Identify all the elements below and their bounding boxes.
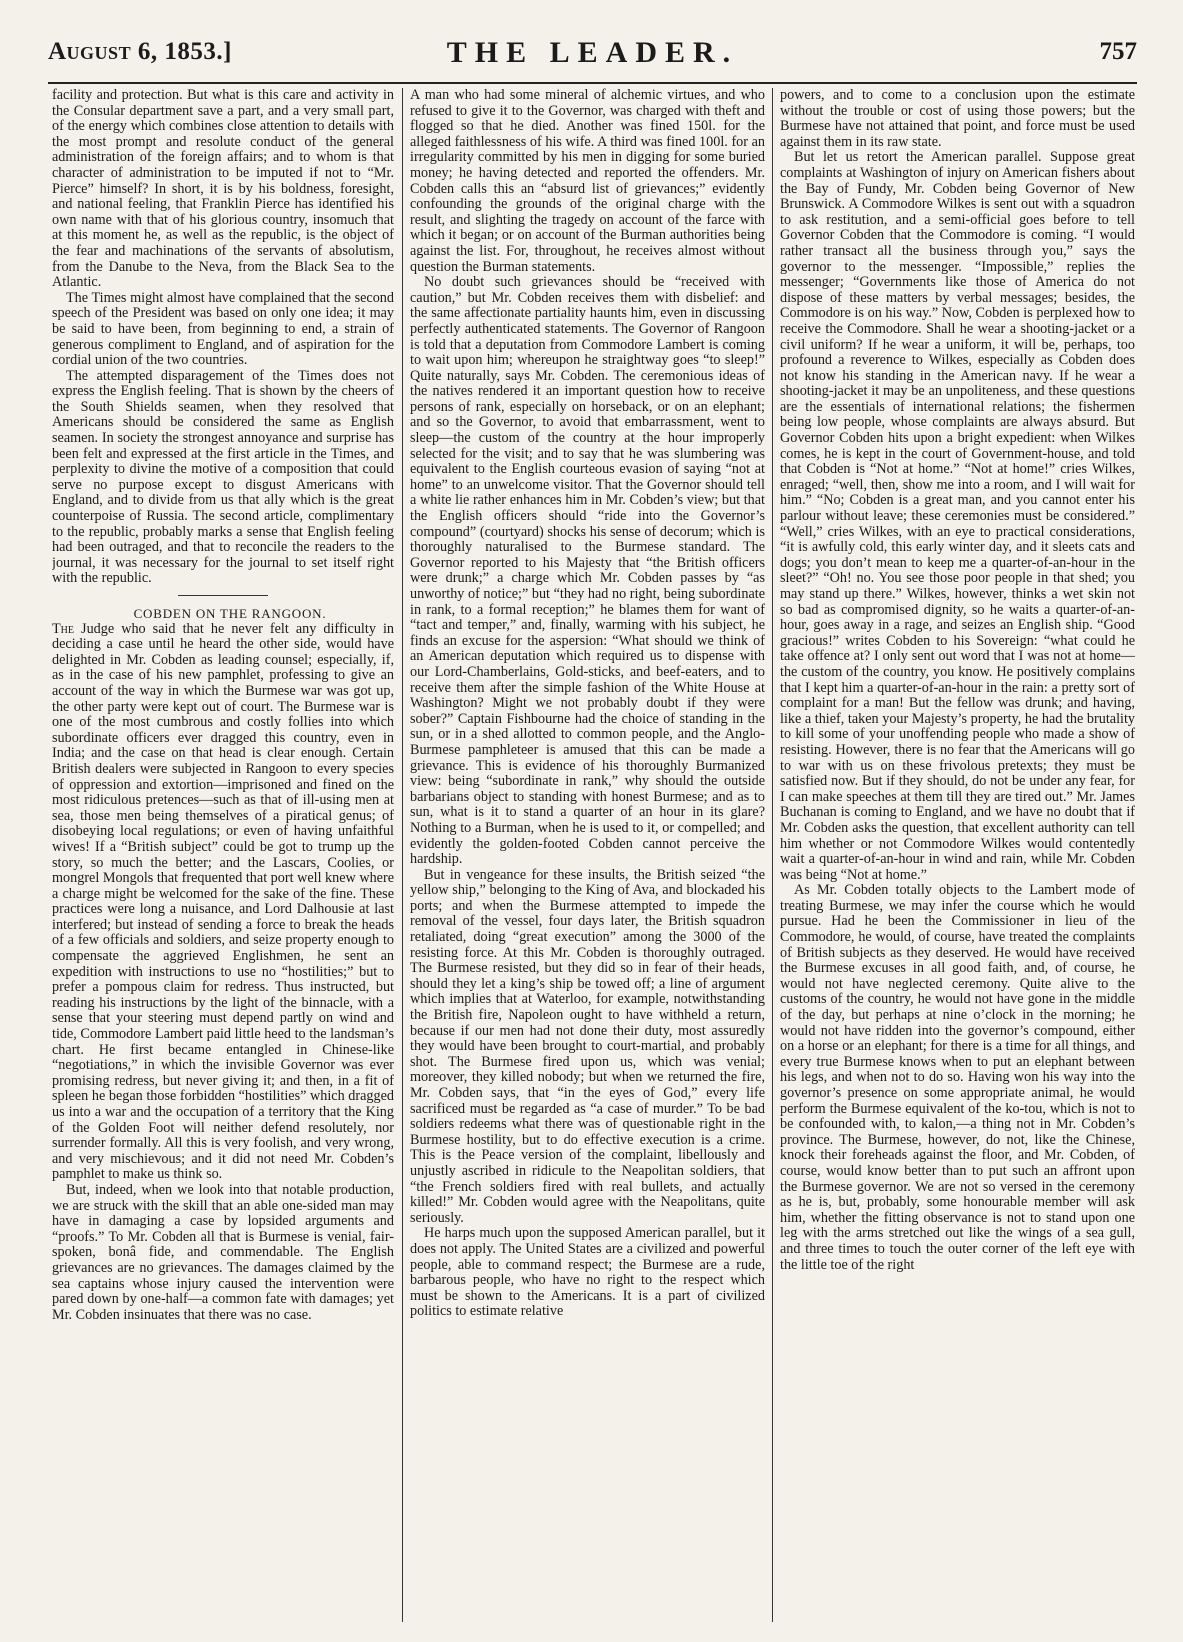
- paragraph: But in vengeance for these insults, the British seized “the yellow ship,” belonging to the King of Ava, and blockaded his ports; and when the Burmese attempted to impede the removal of the vessel, four days later, the British squadron retaliated, doing “great execution” among the 3000 of the resisting force. At this Mr. Cobden is thoroughly outraged. The Burmese resisted, but they did so in fear of their heads, should they let a king’s ship be towed off; a line of argument which implies that at Waterloo, for example, notwithstanding the British fire, Napoleon ought to have withheld a return, because if our men had not done their duty, most assuredly they would have been brought to court-martial, and probably shot. The Burmese fired upon us, which was venial; moreover, they killed nobody; but when we returned the fire, Mr. Cobden says, that “in the eyes of God,” every life sacrificed must be regarded as “a case of murder.” To be bad soldiers redeems what there was of questionable right in the Burmese hostility, but to do effective execution is a crime. This is the Peace version of the complaint, libellously and unjustly ascribed in ridicule to the Neapolitan soldiers, that “the French soldiers fired with real bullets, and actually killed!” Mr. Cobden would agree with the Neapolitans, quite seriously.: [410, 866, 765, 1226]
- publication-title: THE LEADER.: [446, 36, 739, 69]
- paragraph: As Mr. Cobden totally objects to the Lambert mode of treating Burmese, we may infer the course which he would pursue. Had he been the Commissioner in lieu of the Commodore, he would, of course, have treated the complaints of British subjects as they deserved. He would have received the Burmese excuses in all good faith, and, of course, he would not have neglected ceremony. Quite alive to the customs of the country, he would not have gone in the middle of the day, but perhaps at nine o’clock in the morning; he would not have ridden into the governor’s compound, either on a horse or an elephant; for there is a time for all things, and every true Burmese knows when to put an elephant between his legs, and when not to do so. Having won his way into the governor’s presence on some appropriate animal, he would perform the Burmese equivalent of the ko-tou, which is not to be confounded with, to kalon,—a thing not in Mr. Cobden’s province. The Burmese, however, do not, like the Chinese, knock their foreheads against the floor, and Mr. Cobden, of course, would know better than to put such an affront upon the Burmese governor. We are not so versed in the ceremony as he is, but, probably, some honourable member will ask him, whether the fitting observance is not to stand upon one leg with the arms stretched out like the wings of a sea gull, and three times to touch the outer corner of the left eye with the little toe of the right: [780, 882, 1135, 1273]
- dropcap: The: [52, 620, 74, 637]
- page-number: 757: [1099, 38, 1137, 65]
- paragraph: But, indeed, when we look into that notable production, we are struck with the skill that an able one-sided man may have in damaging a case by lopsided arguments and “proofs.” To Mr. Cobden all that is Burmese is venial, fair-spoken, bonâ fide, and commendable. The English grievances are no grievances. The damages claimed by the sea captains whose injury caused the intervention were pared down by one-half—a common fate with damages; yet Mr. Cobden insinuates that there was no case.: [52, 1181, 394, 1323]
- column-2: [410, 88, 765, 1622]
- paragraph: The attempted disparagement of the Times does not express the English feeling. That is shown by the cheers of the South Shields seamen, when they resolved that Americans should be considered the same as English seamen. In society the strongest annoyance and surprise has been felt and expressed at the first article in the Times, and perplexity to divine the motive of a composition that could serve no purpose except to disgust Americans with England, and to divide from us that ally which is the great counterpoise of Russia. The second article, complimentary to the republic, probably marks a sense that English feeling had been outraged, and that to reconcile the readers to the journal, it was necessary for the journal to set itself right with the republic.: [52, 367, 394, 587]
- paragraph: [52, 622, 394, 1183]
- header-date: August 6, 1853.]: [48, 38, 232, 65]
- header-rule: [48, 82, 1137, 84]
- paragraph: The Times might almost have complained that the second speech of the President was based on only one idea; it may be said to have been, from beginning to end, a strain of generous compliment to England, and of aspiration for the cordial union of the two countries.: [52, 289, 394, 369]
- paragraph: But let us retort the American parallel. Suppose great complaints at Washington of injury on American fishers about the Bay of Fundy, Mr. Cobden being Governor of New Brunswick. A Commodore Wilkes is sent out with a squadron to ask restitution, and a semi-official goes before to tell Governor Cobden that the Commodore is coming. “I would rather transact all the business through you,” says the governor to the messenger. “Impossible,” replies the messenger; “Governments like those of America do not dispose of these matters by verbal messages; besides, the Commodore is on his way.” Now, Cobden is perplexed how to receive the Commodore. Shall he wear a shooting-jacket or a civil uniform? If he wear a uniform, it will be, perhaps, too profound a reverence to Wilkes, especially as Cobden does not know his standing in the American navy. If he wear a shooting-jacket it may be an unpoliteness, and these questions are the essentials of international relations; the fishermen being low people, whose complaints are always absurd. But Governor Cobden hits upon a bright expedient: when Wilkes comes, he is kept in the court of Government-house, and told that Cobden is “Not at home.” “Not at home!” cries Wilkes, enraged; “well, then, show me into a room, and I will wait for him.” “No; Cobden is a great man, and you cannot enter his parlour without leave; these ceremonies must be considered.” “Well,” cries Wilkes, with an eye to practical considerations, “it is awfully cold, this early winter day, and it sleets cats and dogs; you don’t mean to keep me a quarter-of-an-hour in the sleet?” “Oh! no. You see those poor people in that shed; you may stand up there.” Wilkes, however, thinks a wet skin not so bad as compromised dignity, so he waits a quarter-of-an-hour, goes away in a rage, and seizes an English ship. “Good gracious!” writes Cobden to his Sovereign: “what could he take offence at? I only sent out word that I was not at home—the custom of the country, you know. He positively complains that I kept him a quarter-of-an-hour in the rain: a pretty sort of complaint for a man! But the fellow was drunk; and having, like a thief, taken your Majesty’s property, he had the brutality to kill some of your unoffending people who made a show of resisting. However, there is no fear that the Americans will go to war with us on these frivolous pretexts; they must be satisfied now. But if they should, do not be under any fear, for I can make speeches at them till they are tired out.” Mr. James Buchanan is coming to England, and we have no doubt that if Mr. Cobden asks the question, that excellent authority can tell him whether or not Commodore Wilkes would contentedly wait a quarter-of-an-hour in wind and rain, while Mr. Cobden was being “Not at home.”: [780, 149, 1135, 883]
- paragraph: powers, and to come to a conclusion upon the estimate without the trouble or cost of using those powers; but the Burmese have not attained that point, and force must be used against them in its raw state.: [780, 88, 1135, 150]
- column-1: [52, 88, 394, 1622]
- column-divider: [772, 88, 773, 1622]
- paragraph: He harps much upon the supposed American parallel, but it does not apply. The United States are a civilized and powerful people, able to command respect; the Burmese are a rude, barbarous people, who have no right to the respect which must be shown to the Americans. It is a part of civilized politics to estimate relative: [410, 1225, 765, 1320]
- paragraph: A man who had some mineral of alchemic virtues, and who refused to give it to the Governor, was charged with theft and flogged so that he died. Another was fined 150l. for the alleged faithlessness of his wife. A third was fined 100l. for an irregularity committed by his men in digging for some buried money; he having detected and reported the offenders. Mr. Cobden calls this an “absurd list of grievances;” evidently confounding the grounds of the original charge with the result, and slighting the tragedy on account of the farce with which it began; or on account of the Burman authorities being against the list. For, throughout, he receives almost without question the Burman statements.: [410, 88, 765, 275]
- section-title: COBDEN ON THE RANGOON.: [133, 606, 327, 621]
- column-divider: [402, 88, 403, 1622]
- paragraph: facility and protection. But what is this care and activity in the Consular department save a part, and a very small part, of the energy which combines close attention to details with the most prompt and resolute conduct of the general administration of the foreign affairs; and to whom is that character of administration to be imputed if not to “Mr. Pierce” himself? In short, it is by his boldness, foresight, and national feeling, that Franklin Pierce has identified his own name with that of his glorious country, insomuch that at this moment he, as well as the republic, is the object of the fear and machinations of the servants of absolutism, from the Danube to the Neva, from the Black Sea to the Atlantic.: [52, 88, 394, 291]
- column-3: [780, 88, 1135, 1622]
- section-separator: [178, 595, 268, 596]
- page-header: [48, 34, 1137, 74]
- paragraph-text: Judge who said that he never felt any difficulty in deciding a case until he heard the other side, would have delighted in Mr. Cobden as leading counsel; especially, if, as in the case of his new pamphlet, professing to give an account of the way in which the Burmese war was got up, the other party were kept out of court. The Burmese war is one of the most cumbrous and costly follies into which subordinate officers ever dragged this country, even in India; and the case on that head is clear enough. Certain British dealers were subjected in Rangoon to every species of oppression and extortion—imprisoned and fined on the most ridiculous pretences—such as that of ill-using men at sea, those men being themselves of a piratical genus; of disobeying local regulations; or even of having unfaithful wives! If a “British subject” could be got to trump up the story, so much the better; and the Lascars, Coolies, or mongrel Mongols that frequented that port well knew where a charge might be welcomed for the sake of the fine. These practices were long a nuisance, and Lord Dalhousie at last interfered; but instead of sending a force to break the heads of a few officials and soldiers, and seize property enough to compensate the aggrieved Englishmen, he sent an expedition with instructions to use no “hostilities;” but to prefer a pompous claim for redress. Thus instructed, but reading his instructions by the light of the binnacle, with a sense that your steering must depend partly on wind and tide, Commodore Lambert paid little heed to the landsman’s chart. He first became entangled in Chinese-like “negotiations,” in which the invisible Governor was ever promising redress, but never giving it; and then, in a fit of spleen he began those forbidden “hostilities” which dragged us into a war and the occupation of a territory that the King of the Golden Foot will neither defend resolutely, nor surrender formally. All this is very foolish, and very wrong, and very mischievous; and it did not need Mr. Cobden’s pamphlet to make us think so.: [52, 620, 394, 1183]
- paragraph: No doubt such grievances should be “received with caution,” but Mr. Cobden receives them with disbelief: and the same affectionate partiality haunts him, even in discussing perfectly authenticated statements. The Governor of Rangoon is told that a deputation from Commodore Lambert is coming to wait upon him; whereupon he straightway goes “to sleep!” Quite naturally, says Mr. Cobden. The ceremonious ideas of the natives rendered it an important question how to receive persons of rank, especially on horseback, or on an elephant; and so the Governor, to avoid that embarrassment, went to sleep—the custom of the country at the hour improperly selected for the visit; and to say that he was slumbering was equivalent to the English courteous evasion of saying “not at home” to an unwelcome visitor. That the Governor should tell a white lie rather enhances him in Mr. Cobden’s view; but that the English officers should “ride into the Governor’s compound” (courtyard) shocks his sense of decorum; which is thoroughly naturalised to the Burmese standard. The Governor reported to his Majesty that “the British officers were drunk;” a charge which Mr. Cobden passes by “as unworthy of notice;” but “they had no right, being subordinate in rank, to a formal reception;” he blames them for want of “tact and temper,” and, finally, warming with his subject, he finds an excuse for the aspersion: “What should we think of an American deputation which required us to dispense with our Lord-Chamberlains, Gold-sticks, and beef-eaters, and to receive them after the simple fashion of the White House at Washington? Might we not probably doubt if they were sober?” Captain Fishbourne had the choice of standing in the sun, or in a shed allotted to common people, and the Anglo-Burmese pamphleteer is amused that this can be made a grievance. This is evidence of his thoroughly Burmanized view: being “subordinate in rank,” why should the outside barbarians object to standing with honest Burmese; and as to sun, what is it to stand a quarter of an hour in its glare? Nothing to a Burman, when he is used to it, or compelled; and evidently the golden-footed Cobden cannot perceive the hardship.: [410, 274, 765, 868]
